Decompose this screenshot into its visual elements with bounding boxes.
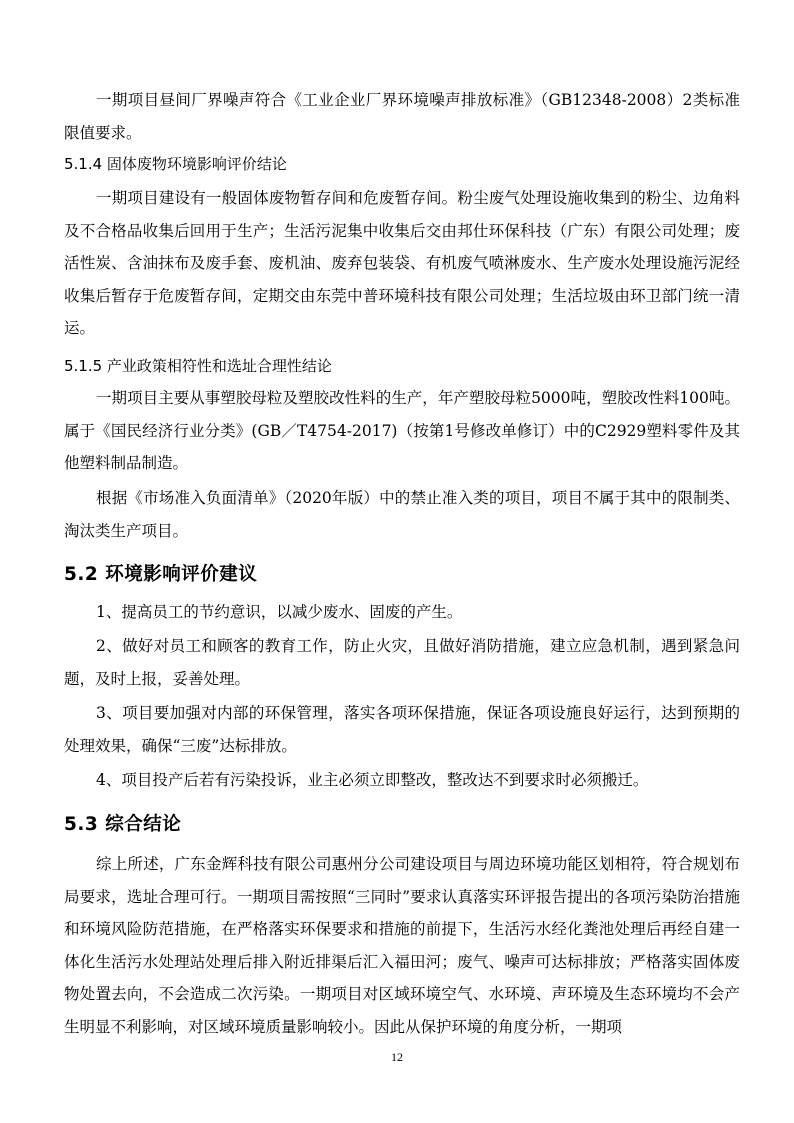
- section-5-2-heading: 5.2 环境影响评价建议: [64, 564, 258, 585]
- section-5-1-4-heading: 5.1.4 固体废物环境影响评价结论: [64, 155, 287, 173]
- section-5-1-5-heading: 5.1.5 产业政策相符性和选址合理性结论: [64, 357, 332, 375]
- paragraph-noise-conclusion: 一期项目昼间厂界噪声符合《工业企业厂界环境噪声排放标准》（GB12348-2008）2类标准限值要求。: [64, 91, 740, 142]
- recommendation-3: 3、项目要加强对内部的环保管理，落实各项环保措施，保证各项设施良好运行，达到预期的处理效果，确保“三废”达标排放。: [64, 704, 740, 755]
- paragraph-solid-waste: 一期项目建设有一般固体废物暂存间和危废暂存间。粉尘废气处理设施收集到的粉尘、边角料及不合格品收集后回用于生产；生活污泥集中收集后交由邦仕环保科技（广东）有限公司处理；废活性炭、含油抹布及废手套、废机油、废弃包装袋、有机废气喷淋废水、生产废水处理设施污泥经收集后暂存于危废暂存间，定期交由东莞中普环境科技有限公司处理；生活垃圾由环卫部门统一清运。: [64, 189, 740, 337]
- section-5-3-heading: 5.3 综合结论: [64, 814, 182, 835]
- recommendation-4: 4、项目投产后若有污染投诉，业主必须立即整改，整改达不到要求时必须搬迁。: [96, 771, 649, 789]
- paragraph-overall-conclusion: 综上所述，广东金辉科技有限公司惠州分公司建设项目与周边环境功能区划相符，符合规划布局要求，选址合理可行。一期项目需按照“三同时”要求认真落实环评报告提出的各项污染防治措施和环境风险防范措施，在严格落实环保要求和措施的前提下，生活污水经化粪池处理后再经自建一体化生活污水处理站处理后排入附近排渠后汇入福田河；废气、噪声可达标排放；严格落实固体废物处置去向，不会造成二次污染。一期项目对区域环境空气、水环境、声环境及生态环境均不会产生明显不利影响，对区域环境质量影响较小。因此从保护环境的角度分析，一期项: [64, 855, 740, 1036]
- recommendation-1: 1、提高员工的节约意识，以减少废水、固废的产生。: [96, 603, 463, 621]
- paragraph-market-access: 根据《市场准入负面清单》（2020年版）中的禁止准入类的项目，项目不属于其中的限制类、淘汰类生产项目。: [64, 489, 740, 540]
- paragraph-industry-policy: 一期项目主要从事塑胶母粒及塑胶改性料的生产，年产塑胶母粒5000吨，塑胶改性料100吨。属于《国民经济行业分类》(GB／T4754-2017)（按第1号修改单修订）中的C2929塑料零件及其他塑料制品制造。: [64, 389, 740, 472]
- page-number: 12: [391, 1050, 403, 1064]
- recommendation-2: 2、做好对员工和顾客的教育工作，防止火灾，且做好消防措施，建立应急机制，遇到紧急问题，及时上报，妥善处理。: [64, 637, 740, 688]
